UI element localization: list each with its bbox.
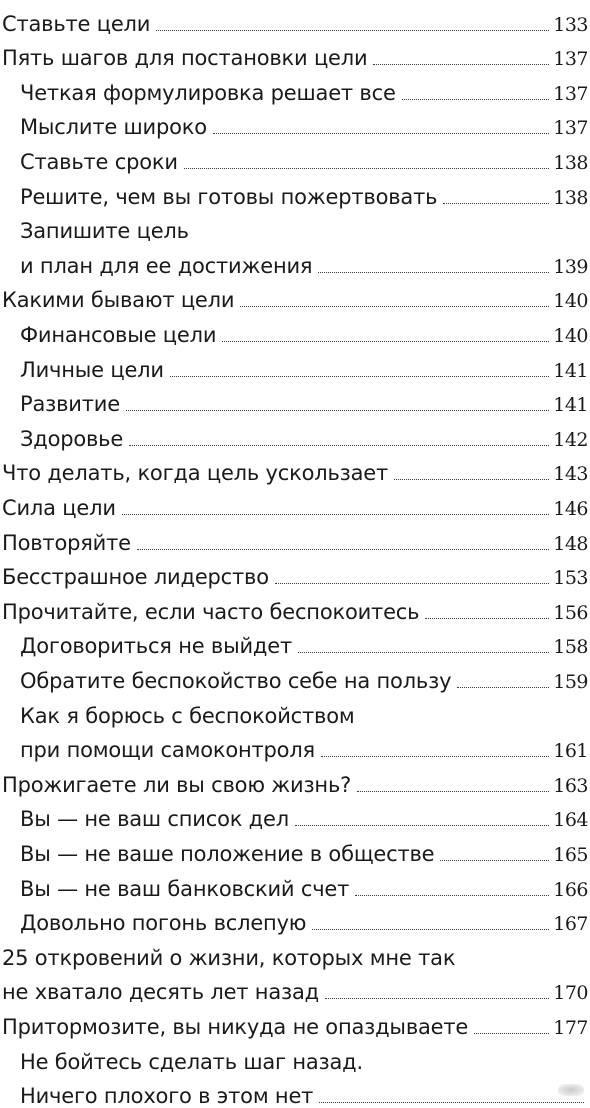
dot-leader <box>402 99 550 100</box>
toc-entry-title: Запишите цель <box>20 219 189 244</box>
toc-entry-page-number: 167 <box>553 913 588 936</box>
dot-leader <box>156 30 549 31</box>
toc-entry-page-number: 161 <box>553 740 588 763</box>
dot-leader <box>440 860 549 861</box>
toc-entry[interactable] <box>0 138 590 173</box>
toc-entry-page-number: 137 <box>553 82 588 105</box>
toc-entry-title: Решите, чем вы готовы пожертвовать <box>20 184 438 209</box>
toc-entry-title: 25 откровений о жизни, которых мне так <box>2 945 456 970</box>
toc-entry-title: Ничего плохого в этом нет <box>20 1084 314 1108</box>
toc-entry-page-number: 143 <box>553 463 588 486</box>
toc-entry-page-number: 165 <box>553 843 588 866</box>
toc-entry-page-number: 170 <box>553 982 588 1005</box>
dot-leader <box>137 549 549 550</box>
toc-entry-title: Сила цели <box>2 495 116 520</box>
toc-entry[interactable] <box>0 484 590 519</box>
dot-leader <box>443 203 549 204</box>
dot-leader <box>321 756 549 757</box>
toc-entry[interactable] <box>0 519 590 554</box>
page-smudge <box>558 1084 584 1096</box>
toc-entry-page-number: 142 <box>553 428 588 451</box>
toc-entry-title: Ставьте сроки <box>20 149 178 174</box>
toc-entry-page-number: 140 <box>553 290 588 313</box>
toc-entry-page-number: 164 <box>553 809 588 832</box>
toc-entry-title: Мыслите широко <box>20 115 207 140</box>
dot-leader <box>312 929 549 930</box>
toc-entry[interactable] <box>0 830 590 865</box>
dot-leader <box>457 687 549 688</box>
toc-entry-page-number: 177 <box>553 1016 588 1039</box>
toc-entry-page-number: 158 <box>553 636 588 659</box>
dot-leader <box>474 1033 549 1034</box>
dot-leader <box>122 514 549 515</box>
toc-entry-title: Развитие <box>20 392 120 417</box>
toc-entry-page-number: 141 <box>553 394 588 417</box>
toc-entry[interactable] <box>0 554 590 589</box>
toc-entry-title: Довольно погонь вслепую <box>20 911 307 936</box>
toc-entry-page-number: 141 <box>553 359 588 382</box>
toc-entry-page-number: 133 <box>553 13 588 36</box>
toc-entry[interactable] <box>0 208 590 243</box>
toc-entry-title: Четкая формулировка решает все <box>20 80 396 105</box>
toc-entry[interactable] <box>0 415 590 450</box>
dot-leader <box>129 445 549 446</box>
toc-entry-page-number: 137 <box>553 117 588 140</box>
toc-entry[interactable] <box>0 1003 590 1038</box>
toc-entry-page-number: 138 <box>553 151 588 174</box>
dot-leader <box>170 376 549 377</box>
toc-entry[interactable] <box>0 173 590 208</box>
toc-entry-title: Какими бывают цели <box>2 288 235 313</box>
toc-entry[interactable] <box>0 450 590 485</box>
toc-entry[interactable] <box>0 865 590 900</box>
toc-entry[interactable] <box>0 692 590 727</box>
toc-entry-title: Повторяйте <box>2 530 131 555</box>
toc-entry[interactable] <box>0 623 590 658</box>
toc-entry[interactable] <box>0 104 590 139</box>
dot-leader <box>355 895 549 896</box>
toc-entry[interactable] <box>0 588 590 623</box>
dot-leader <box>373 64 549 65</box>
dot-leader <box>213 133 549 134</box>
toc-entry-title: Как я борюсь с беспокойством <box>20 703 355 728</box>
toc-entry-page-number: 138 <box>553 186 588 209</box>
toc-entry-title: Ставьте цели <box>2 11 151 36</box>
dot-leader <box>126 410 549 411</box>
toc-entry[interactable] <box>0 934 590 969</box>
dot-leader <box>425 618 549 619</box>
toc-entry-page-number: 139 <box>553 255 588 278</box>
dot-leader <box>240 306 549 307</box>
toc-entry-page-number: 146 <box>553 497 588 520</box>
toc-entry-title: Вы — не ваш список дел <box>20 807 289 832</box>
toc-entry[interactable] <box>0 346 590 381</box>
toc-entry[interactable] <box>0 69 590 104</box>
toc-entry-page-number: 166 <box>553 878 588 901</box>
toc-entry-title: Прочитайте, если часто беспокоитесь <box>2 599 420 624</box>
toc-entry-title: Финансовые цели <box>20 322 217 347</box>
toc-entry-title: Притормозите, вы никуда не опаздываете <box>2 1014 469 1039</box>
toc-entry[interactable] <box>0 381 590 416</box>
toc-entry[interactable] <box>0 727 590 762</box>
toc-entry[interactable] <box>0 311 590 346</box>
toc-entry-title: Договориться не выйдет <box>20 634 293 659</box>
toc-entry-page-number: 137 <box>553 48 588 71</box>
toc-entry-title: Не бойтесь сделать шаг назад. <box>20 1049 363 1074</box>
dot-leader <box>184 168 549 169</box>
toc-entry[interactable] <box>0 242 590 277</box>
toc-entry-page-number: 156 <box>553 601 588 624</box>
toc-entry[interactable] <box>0 761 590 796</box>
toc-entry[interactable] <box>0 969 590 1004</box>
toc-entry-title: Пять шагов для постановки цели <box>2 46 368 71</box>
dot-leader <box>318 272 549 273</box>
toc-entry[interactable] <box>0 35 590 70</box>
toc-entry[interactable] <box>0 1038 590 1073</box>
toc-entry-title: при помощи самоконтроля <box>20 738 315 763</box>
dot-leader <box>295 825 549 826</box>
toc-entry-title: Вы — не ваш банковский счет <box>20 876 350 901</box>
toc-entry-title: Личные цели <box>20 357 164 382</box>
dot-leader <box>298 652 549 653</box>
toc-entry-page-number: 159 <box>553 670 588 693</box>
toc-entry-page-number: 163 <box>553 774 588 797</box>
toc-entry[interactable] <box>0 657 590 692</box>
toc-entry-title: не хватало десять лет назад <box>2 980 319 1005</box>
toc-entry-page-number: 153 <box>553 567 588 590</box>
dot-leader <box>275 583 549 584</box>
toc-entry[interactable] <box>0 796 590 831</box>
toc-entry-title: Обратите беспокойство себе на пользу <box>20 668 452 693</box>
toc-entry-page-number: 140 <box>553 324 588 347</box>
toc-entry[interactable] <box>0 0 590 35</box>
toc-entry-title: Бесстрашное лидерство <box>2 565 269 590</box>
toc-entry-title: Что делать, когда цель ускользает <box>2 461 389 486</box>
dot-leader <box>319 1102 584 1103</box>
dot-leader <box>394 479 549 480</box>
toc-entry[interactable] <box>0 900 590 935</box>
toc-entry-title: и план для ее достижения <box>20 253 313 278</box>
dot-leader <box>357 791 549 792</box>
toc-entry[interactable] <box>0 277 590 312</box>
toc-entry-title: Здоровье <box>20 426 124 451</box>
toc-entry-title: Прожигаете ли вы свою жизнь? <box>2 772 352 797</box>
toc-entry[interactable] <box>0 1073 590 1108</box>
toc-entry-page-number: 148 <box>553 532 588 555</box>
toc-entry-title: Вы — не ваше положение в обществе <box>20 841 435 866</box>
dot-leader <box>222 341 549 342</box>
dot-leader <box>325 998 549 999</box>
